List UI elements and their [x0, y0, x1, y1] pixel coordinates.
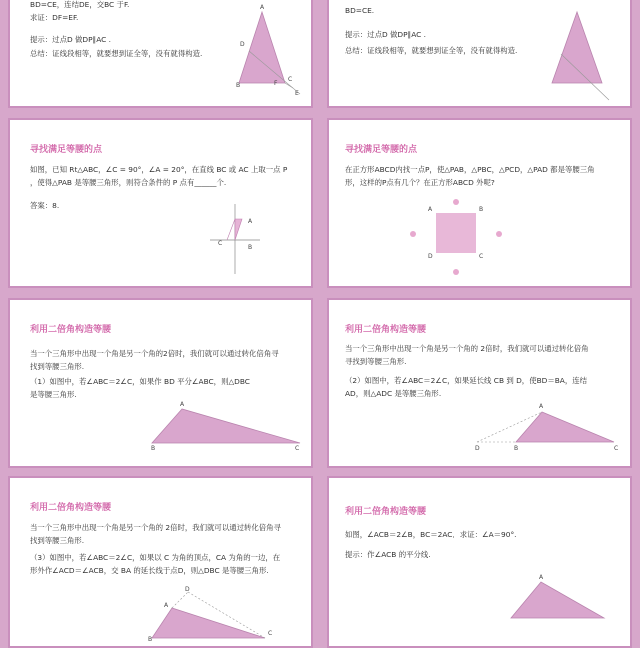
card1-label-b: B [236, 82, 241, 89]
card8-title: 利用二倍角构造等腰 [345, 507, 427, 517]
card3-label-c: C [218, 240, 223, 247]
card7-body-1: 当一个三角形中出现一个角是另一个角的 2倍时，我们就可以通过转化倍角寻 [30, 523, 281, 532]
card3-figure [205, 202, 265, 282]
card6-item-2: AD，则△ADC 是等腰三角形. [345, 389, 442, 398]
slide-card-1 [8, 0, 313, 108]
card3-body-1: 如图，已知 Rt△ABC，∠C = 90°，∠A = 20°，在直线 BC 或 AC 上取一点 P [30, 165, 288, 174]
card7-label-c: C [268, 630, 273, 637]
card1-triangle-figure [225, 6, 313, 106]
card6-item-1: （2）如图中，若∠ABC＝2∠C，如果延长线 CB 到 D，使BD＝BA，连结 [345, 376, 588, 385]
card7-title: 利用二倍角构造等腰 [30, 503, 112, 513]
slide-card-8 [327, 476, 632, 648]
card6-label-c: C [614, 445, 619, 452]
card7-item-2: 形外作∠ACD＝∠ACB，交 BA 的延长线于点D，则△DBC 是等腰三角形. [30, 566, 269, 575]
card3-body-2: ，使得△PAB 是等腰三角形，则符合条件的 P 点有______个. [30, 178, 227, 187]
card2-summary: 总结：证线段相等，就要想到证全等，没有就得构造. [345, 46, 518, 55]
card2-hint: 提示：过点D 做DP∥AC . [345, 30, 427, 39]
card1-line-2: 求证：DF=EF. [30, 13, 79, 22]
card8-triangle-figure [509, 578, 609, 623]
card4-label-b: B [479, 206, 484, 213]
card1-label-f: F [274, 80, 278, 87]
card8-body-1: 如图，∠ACB＝2∠B，BC＝2AC．求证：∠A＝90°. [345, 530, 517, 539]
card4-square [436, 213, 476, 253]
card2-line-1: BD=CE. [345, 6, 375, 15]
slide-card-7 [8, 476, 313, 648]
card7-body-2: 找到等腰三角形. [30, 536, 85, 545]
card3-label-a: A [248, 218, 253, 225]
card5-label-a: A [180, 401, 185, 408]
card1-line-1: BD=CE，连结DE，交BC 于F. [30, 0, 130, 9]
card5-item-2: 是等腰三角形. [30, 390, 77, 399]
card8-label-a: A [539, 574, 544, 581]
card6-body-1: 当一个三角形中出现一个角是另一个角的 2倍时，我们就可以通过转化倍角 [345, 344, 589, 353]
card6-label-b: B [514, 445, 519, 452]
card7-label-d: D [185, 586, 190, 593]
card1-label-d: D [240, 41, 245, 48]
card5-label-c: C [295, 445, 300, 452]
card5-item-1: （1）如图中，若∠ABC＝2∠C，如果作 BD 平分∠ABC，则△DBC [30, 377, 250, 386]
card6-label-d: D [475, 445, 480, 452]
slide-card-5 [8, 298, 313, 468]
card6-body-2: 寻找到等腰三角形. [345, 357, 407, 366]
card4-point-top [453, 199, 459, 205]
card5-title: 利用二倍角构造等腰 [30, 325, 112, 335]
card7-label-a: A [164, 602, 169, 609]
card1-label-c: C [288, 76, 293, 83]
card4-body-1: 在正方形ABCD内找一点P，使△PAB，△PBC，△PCD，△PAD 都是等腰三角 [345, 165, 595, 174]
card1-label-a: A [260, 4, 265, 11]
slide-card-2 [327, 0, 632, 108]
card4-label-a: A [428, 206, 433, 213]
card1-summary: 总结：证线段相等，就要想到证全等，没有就得构造. [30, 49, 203, 58]
card4-label-d: D [428, 253, 433, 260]
card4-point-bottom [453, 269, 459, 275]
card5-body-1: 当一个三角形中出现一个角是另一个角的2倍时，我们就可以通过转化倍角寻 [30, 349, 279, 358]
card4-body-2: 形，这样的P点有几个？在正方形ABCD 外呢? [345, 178, 495, 187]
slide-card-4 [327, 118, 632, 288]
card8-item-1: 提示：作∠ACB 的平分线. [345, 550, 431, 559]
card1-label-e: E [295, 90, 299, 97]
card4-title: 寻找满足等腰的点 [345, 145, 418, 155]
card5-label-b: B [151, 445, 156, 452]
card6-triangle-figure [474, 408, 624, 448]
card2-triangle-figure [547, 10, 627, 105]
card4-point-right [496, 231, 502, 237]
card1-hint: 提示：过点D 做DP∥AC . [30, 35, 112, 44]
slide-card-3 [8, 118, 313, 288]
card3-label-b: B [248, 244, 253, 251]
card5-triangle-figure [150, 405, 310, 450]
card4-label-c: C [479, 253, 484, 260]
card7-label-b: B [148, 636, 153, 643]
card6-title: 利用二倍角构造等腰 [345, 325, 427, 335]
card3-answer: 答案：8. [30, 201, 60, 210]
card3-title: 寻找满足等腰的点 [30, 145, 103, 155]
card7-item-1: （3）如图中，若∠ABC＝2∠C，如果以 C 为角的顶点，CA 为角的一边，在 [30, 553, 281, 562]
card6-label-a: A [539, 403, 544, 410]
card5-body-2: 找到等腰三角形. [30, 362, 85, 371]
card4-point-left [410, 231, 416, 237]
slide-card-6 [327, 298, 632, 468]
